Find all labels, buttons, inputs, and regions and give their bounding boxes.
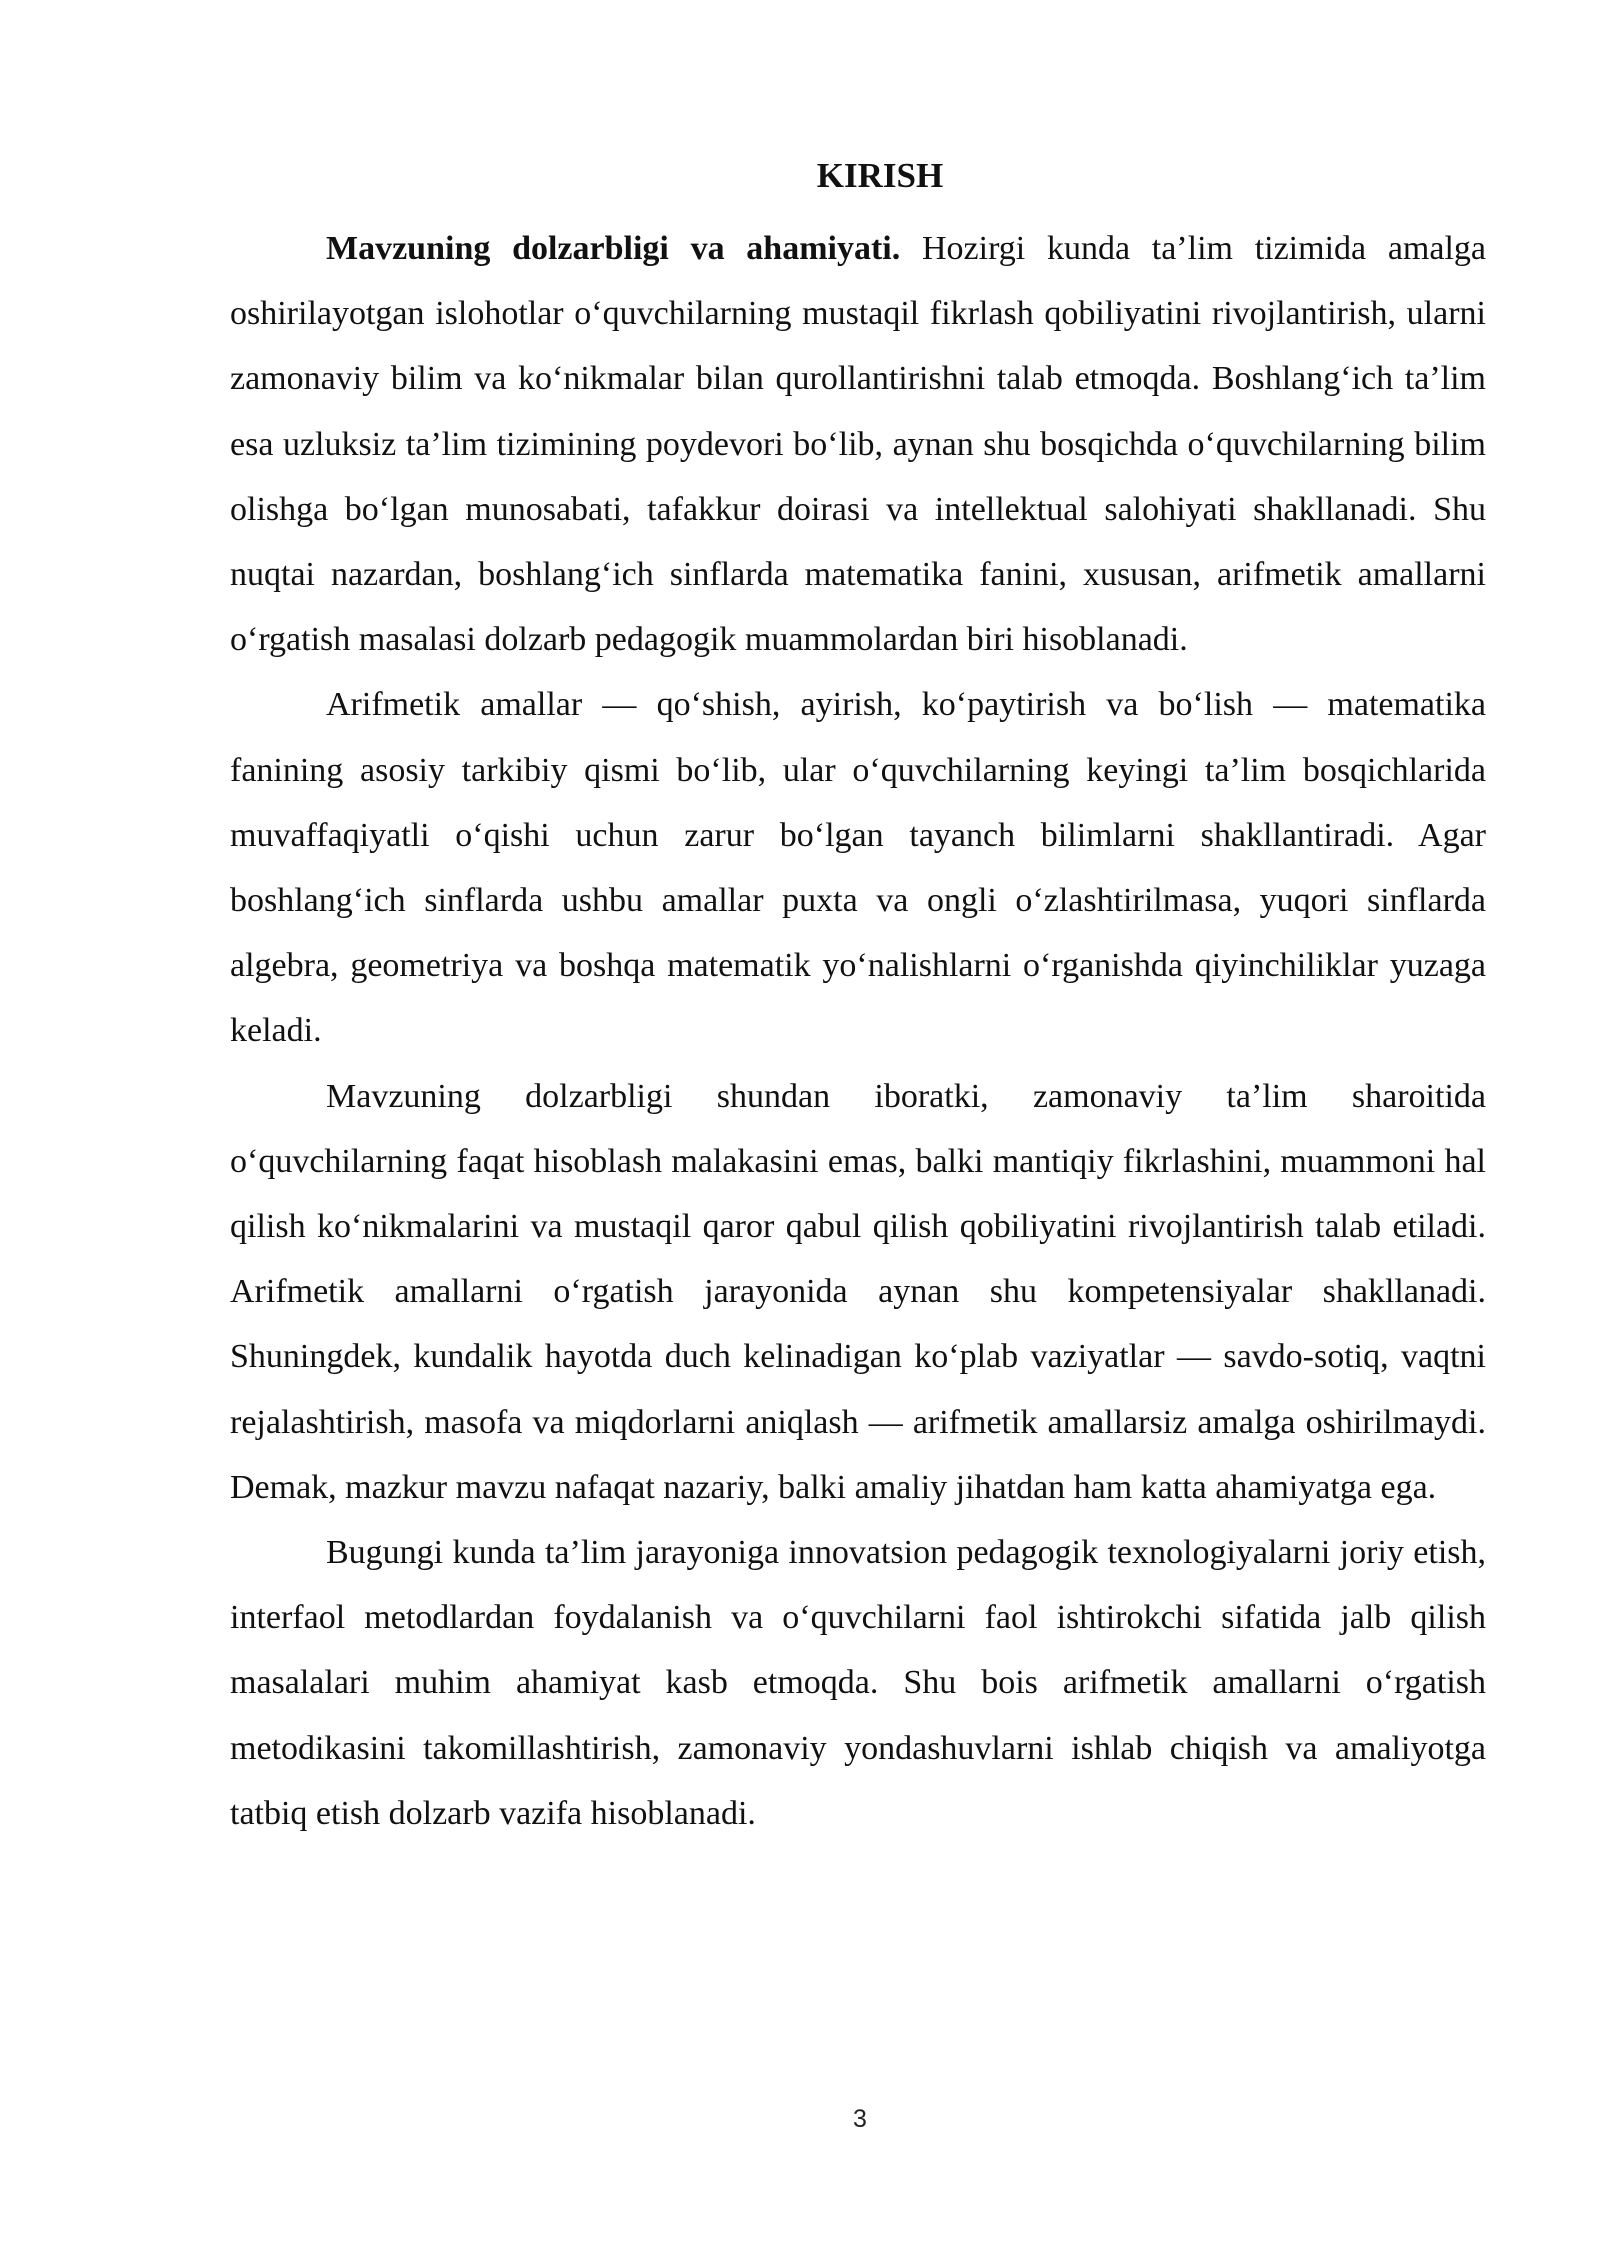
section-title: KIRISH bbox=[816, 156, 944, 195]
paragraph-arithmetic-operations: Arifmetik amallar — qo‘shish, ayirish, ko‘paytirish va bo‘lish — matematika fanining asosiy tarkibiy qismi bo‘lib, ular o‘quvchilarning keyingi ta’lim bosqichlarida muvaffaqiyatli o‘qishi uchun zarur bo‘lgan tayanch bilimlarni shakllantiradi. Agar boshlang‘ich sinflarda ushbu amallar puxta va ongli o‘zlashtirilmasa, yuqori sinflarda algebra, geometriya va boshqa matematik yo‘nalishlarni o‘rganishda qiyinchiliklar yuzaga keladi. bbox=[230, 686, 1486, 1050]
paragraph-innovative-methods: Bugungi kunda ta’lim jarayoniga innovatsion pedagogik texnologiyalarni joriy etish, interfaol metodlardan foydalanish va o‘quvchilarni faol ishtirokchi sifatida jalb qilish masalalari muhim ahamiyat kasb etmoqda. Shu bois arifmetik amallarni o‘rgatish metodikasini takomillashtirish, zamonaviy yondashuvlarni ishlab chiqish va amaliyotga tatbiq etish dolzarb vazifa hisoblanadi. bbox=[230, 1534, 1486, 1832]
paragraph-lead-heading: Mavzuning dolzarbligi va ahamiyati. bbox=[326, 230, 901, 267]
page-number: 3 bbox=[853, 2105, 867, 2133]
paragraph-relevance bbox=[230, 216, 1486, 672]
page-content bbox=[230, 150, 1486, 1846]
paragraph-topic-importance: Mavzuning dolzarbligi shundan iboratki, zamonaviy ta’lim sharoitida o‘quvchilarning faqat hisoblash malakasini emas, balki mantiqiy fikrlashini, muammoni hal qilish ko‘nikmalarini va mustaqil qaror qabul qilish qobiliyatini rivojlantirish talab etiladi. Arifmetik amallarni o‘rgatish jarayonida aynan shu kompetensiyalar shakllanadi. Shuningdek, kundalik hayotda duch kelinadigan ko‘plab vaziyatlar — savdo-sotiq, vaqtni rejalashtirish, masofa va miqdorlarni aniqlash — arifmetik amallarsiz amalga oshirilmaydi. Demak, mazkur mavzu nafaqat nazariy, balki amaliy jihatdan ham katta ahamiyatga ega. bbox=[230, 1077, 1486, 1506]
paragraph-text: Hozirgi kunda ta’lim tizimida amalga oshirilayotgan islohotlar o‘quvchilarning mustaqil fikrlash qobiliyatini rivojlantirish, ularni zamonaviy bilim va ko‘nikmalar bilan qurollantirishni talab etmoqda. Boshlang‘ich ta’lim esa uzluksiz ta’lim tizimining poydevori bo‘lib, aynan shu bosqichda o‘quvchilarning bilim olishga bo‘lgan munosabati, tafakkur doirasi va intellektual salohiyati shakllanadi. Shu nuqtai nazardan, boshlang‘ich sinflarda matematika fanini, xususan, arifmetik amallarni o‘rgatish masalasi dolzarb pedagogik muammolardan biri hisoblanadi. bbox=[230, 230, 1486, 659]
